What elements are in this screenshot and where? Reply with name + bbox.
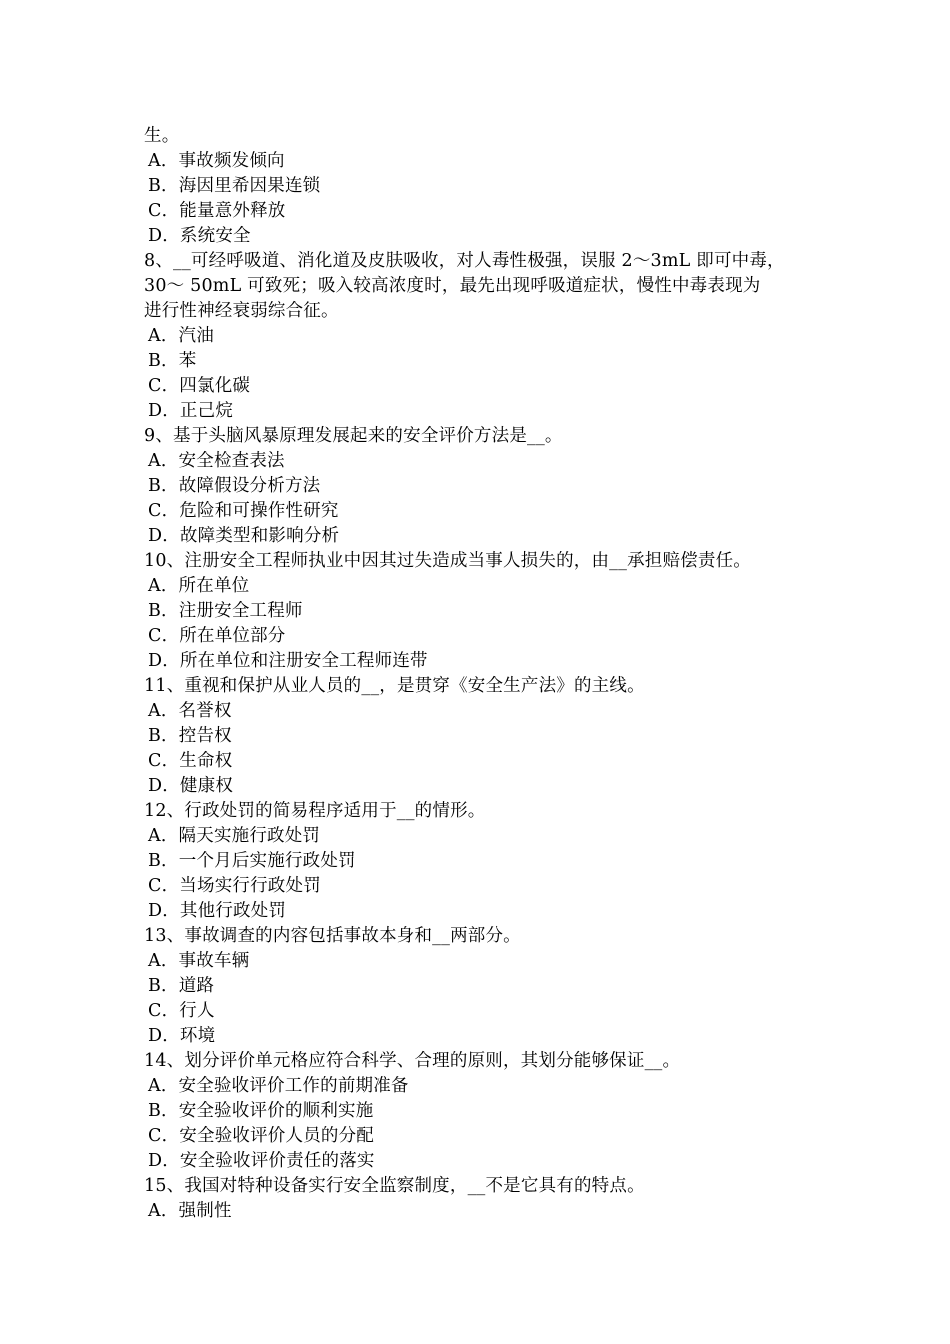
question-line: 15、我国对特种设备实行安全监察制度，__不是它具有的特点。 <box>144 1176 645 1196</box>
option-line: C．安全验收评价人员的分配 <box>148 1126 374 1146</box>
option-line: D．健康权 <box>148 776 234 796</box>
option-line: D．正己烷 <box>148 401 234 421</box>
option-line: D．环境 <box>148 1026 216 1046</box>
option-line: B．苯 <box>148 351 197 371</box>
option-line: C．当场实行行政处罚 <box>148 876 321 896</box>
option-line: B．注册安全工程师 <box>148 601 303 621</box>
option-line: D．所在单位和注册安全工程师连带 <box>148 651 428 671</box>
option-line: A．名誉权 <box>148 701 232 721</box>
option-line: B．海因里希因果连锁 <box>148 176 321 196</box>
question-line: 11、重视和保护从业人员的__，是贯穿《安全生产法》的主线。 <box>144 676 645 696</box>
option-line: A．事故频发倾向 <box>148 151 285 171</box>
option-line: C．四氯化碳 <box>148 376 251 396</box>
option-line: D．其他行政处罚 <box>148 901 287 921</box>
option-line: C．所在单位部分 <box>148 626 286 646</box>
option-line: D．系统安全 <box>148 226 251 246</box>
question-line: 13、事故调查的内容包括事故本身和__两部分。 <box>144 926 521 946</box>
question-line: 9、基于头脑风暴原理发展起来的安全评价方法是__。 <box>144 426 563 446</box>
option-line: C．生命权 <box>148 751 233 771</box>
option-line: A．汽油 <box>148 326 214 346</box>
option-line: B．控告权 <box>148 726 232 746</box>
option-line: C．行人 <box>148 1001 215 1021</box>
continuation-line: 进行性神经衰弱综合征。 <box>144 301 339 321</box>
option-line: A．强制性 <box>148 1201 232 1221</box>
question-line: 10、注册安全工程师执业中因其过失造成当事人损失的，由__承担赔偿责任。 <box>144 551 751 571</box>
question-line: 8、__可经呼吸道、消化道及皮肤吸收，对人毒性极强，误服 2～3mL 即可中毒， <box>144 251 785 271</box>
option-line: A．安全验收评价工作的前期准备 <box>148 1076 409 1096</box>
document-body <box>144 124 824 1224</box>
continuation-line: 30～ 50mL 可致死；吸入较高浓度时，最先出现呼吸道症状，慢性中毒表现为 <box>144 276 761 296</box>
option-line: B．道路 <box>148 976 215 996</box>
option-line: A．隔天实施行政处罚 <box>148 826 321 846</box>
option-line: A．所在单位 <box>148 576 250 596</box>
option-line: C．能量意外释放 <box>148 201 286 221</box>
option-line: B．一个月后实施行政处罚 <box>148 851 356 871</box>
option-line: B．故障假设分析方法 <box>148 476 321 496</box>
option-line: A．安全检查表法 <box>148 451 285 471</box>
question-line: 12、行政处罚的简易程序适用于__的情形。 <box>144 801 486 821</box>
option-line: D．安全验收评价责任的落实 <box>148 1151 375 1171</box>
option-line: A．事故车辆 <box>148 951 250 971</box>
option-line: D．故障类型和影响分析 <box>148 526 340 546</box>
option-line: C．危险和可操作性研究 <box>148 501 339 521</box>
option-line: B．安全验收评价的顺利实施 <box>148 1101 374 1121</box>
continuation-line: 生。 <box>144 126 180 146</box>
question-line: 14、划分评价单元格应符合科学、合理的原则，其划分能够保证__。 <box>144 1051 681 1071</box>
